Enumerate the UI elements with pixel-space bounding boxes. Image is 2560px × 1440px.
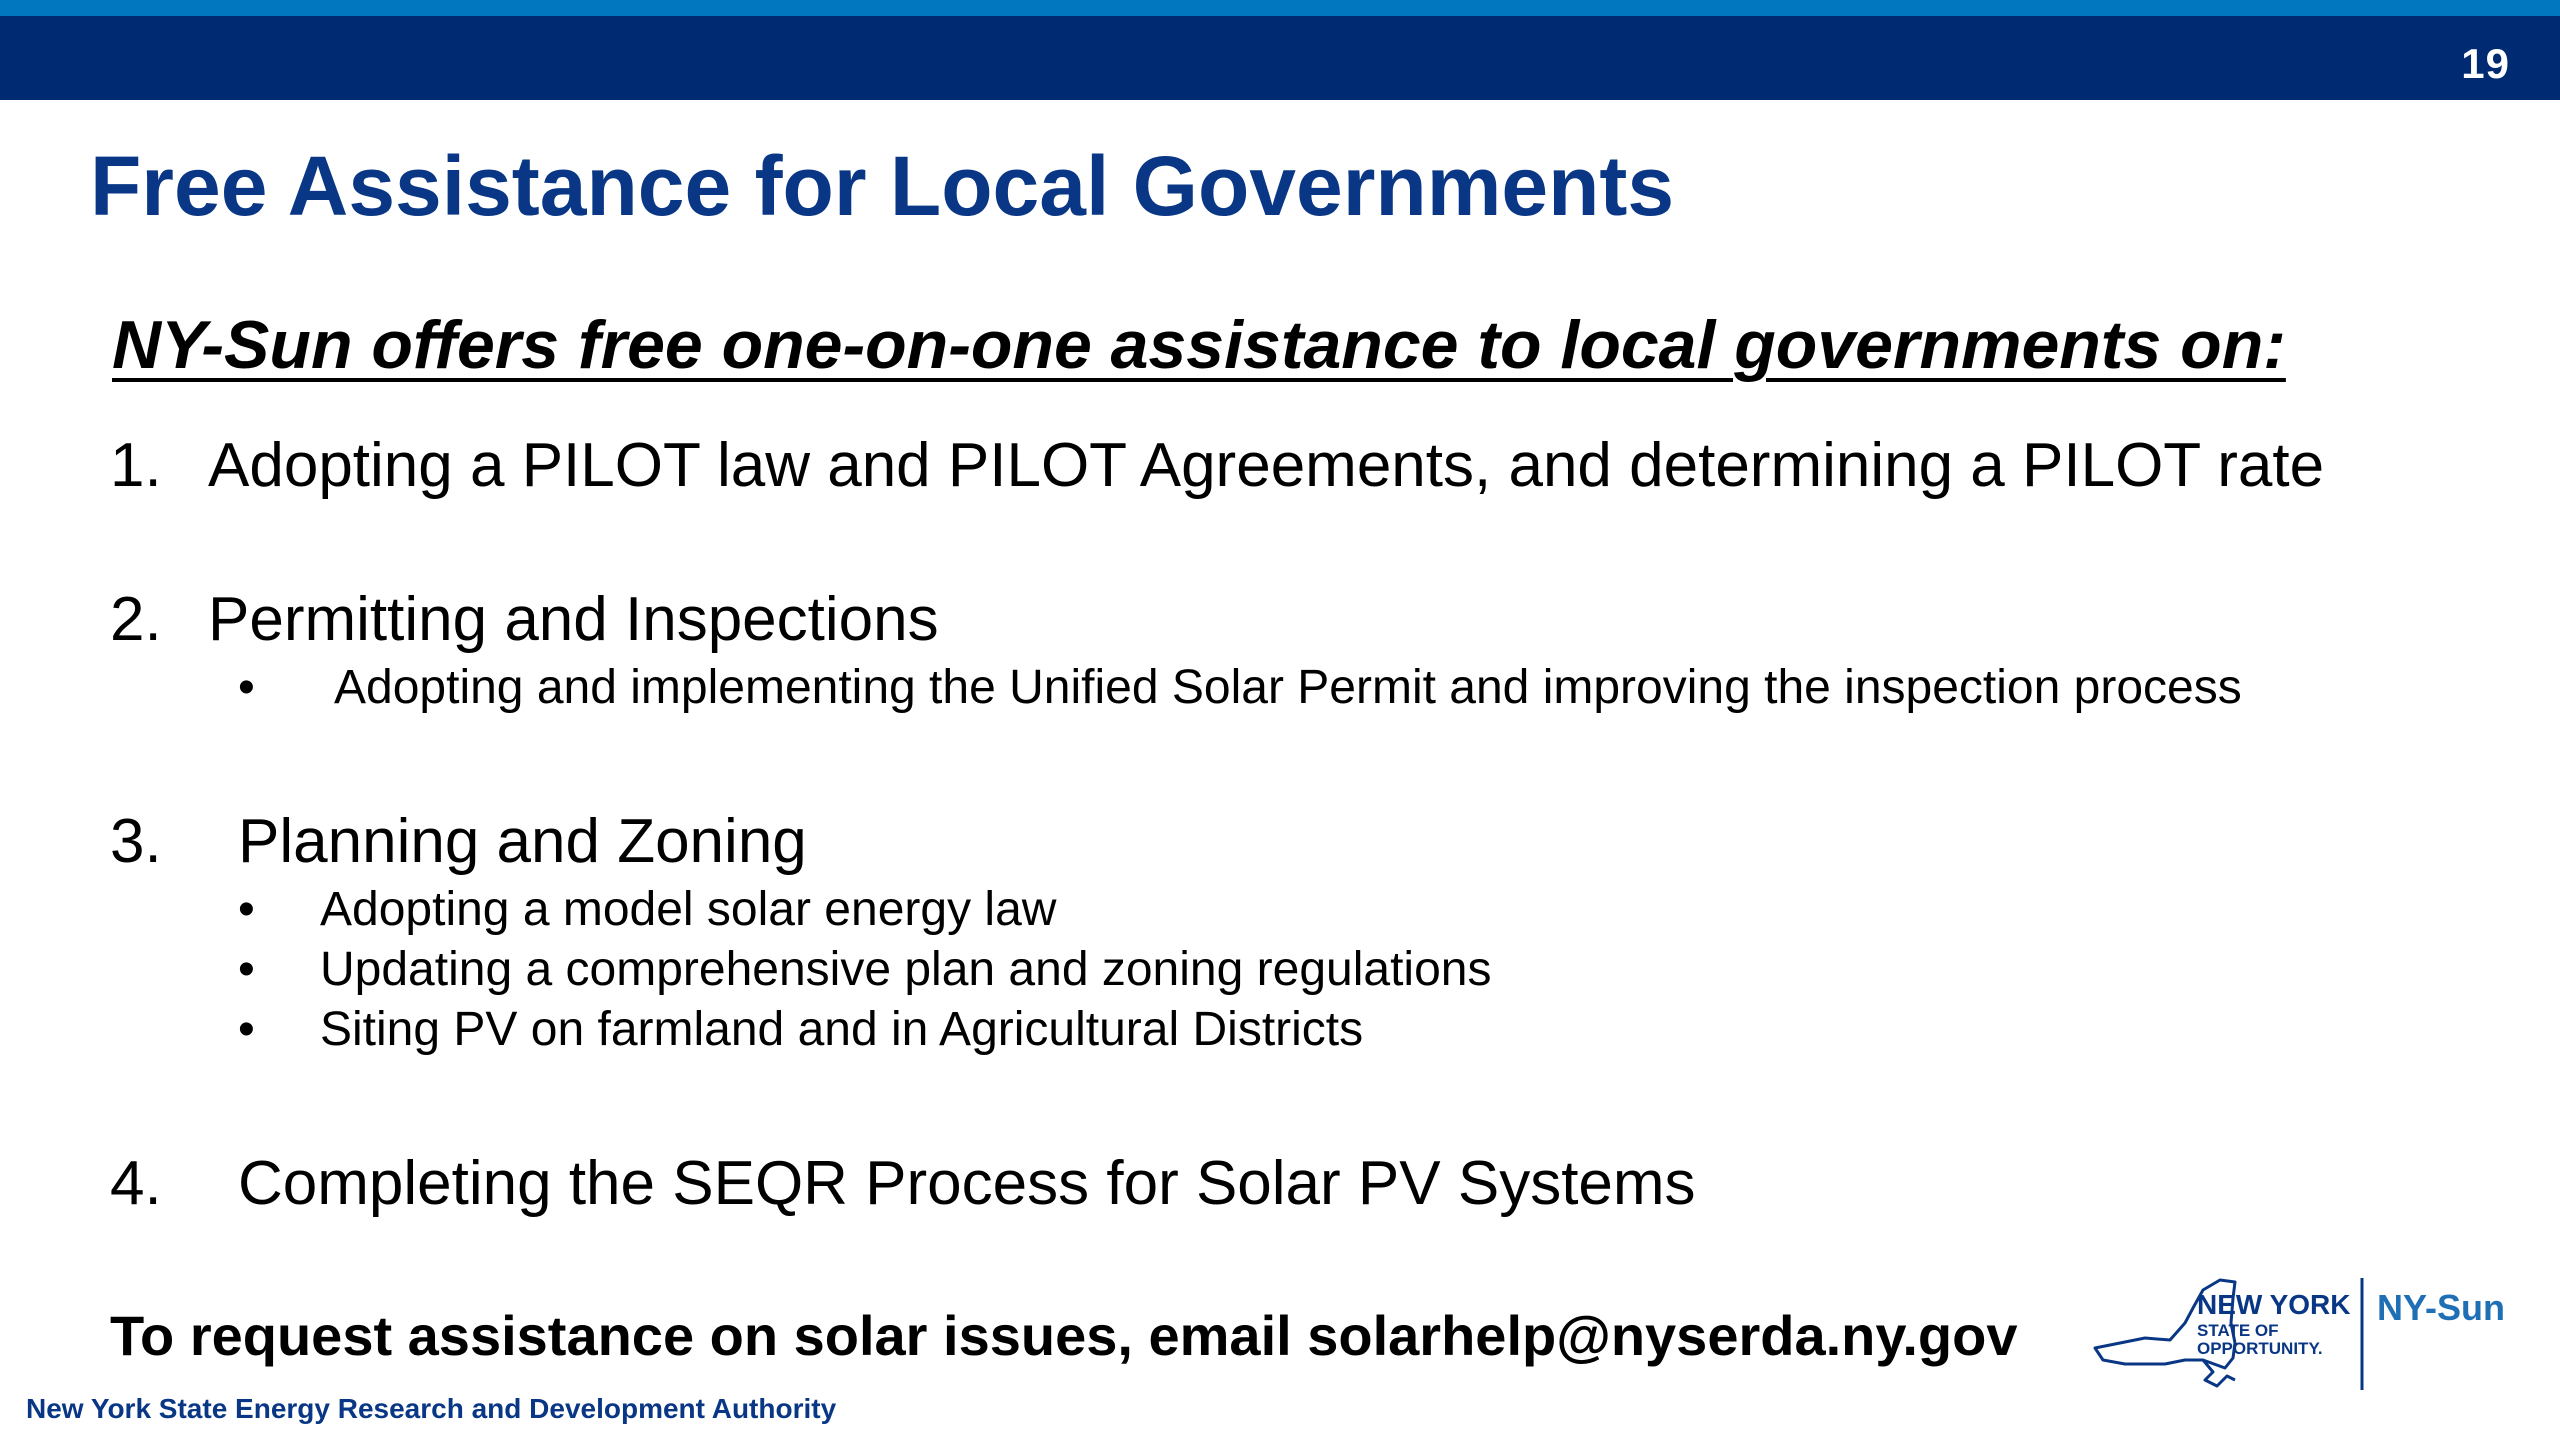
- logo-state-of-text: STATE OF: [2197, 1321, 2279, 1340]
- logo-opportunity-text: OPPORTUNITY.: [2197, 1339, 2323, 1358]
- page-title: Free Assistance for Local Governments: [90, 139, 1675, 233]
- sub-bullet-text: Adopting a model solar energy law: [320, 883, 1057, 936]
- bullet-icon: •: [238, 1003, 255, 1056]
- slide-subtitle: NY-Sun offers free one-on-one assistance to local governments on:: [112, 307, 2286, 383]
- header-bar: [0, 0, 2560, 100]
- header-stripe: [0, 0, 2560, 16]
- list-item-number: 4.: [110, 1149, 162, 1218]
- logo-ny-sun-text: NY-Sun: [2377, 1287, 2506, 1328]
- bullet-icon: •: [238, 943, 255, 996]
- list-item-text: Completing the SEQR Process for Solar PV Systems: [238, 1149, 1696, 1218]
- sub-bullet-text: Siting PV on farmland and in Agricultural Districts: [320, 1003, 1364, 1056]
- bullet-icon: •: [238, 883, 255, 936]
- bullet-icon: •: [238, 661, 255, 714]
- call-to-action: To request assistance on solar issues, email solarhelp@nyserda.ny.gov: [110, 1304, 2018, 1367]
- nyserda-ny-sun-logo: [2085, 1268, 2525, 1398]
- page-number: 19: [2461, 40, 2510, 87]
- sub-bullet-text: Adopting and implementing the Unified Solar Permit and improving the inspection process: [334, 661, 2242, 714]
- logo-new-york-text: NEW YORK: [2197, 1289, 2351, 1320]
- list-item-text: Permitting and Inspections: [208, 585, 939, 654]
- sub-bullet-text: Updating a comprehensive plan and zoning regulations: [320, 943, 1492, 996]
- footer-organization: New York State Energy Research and Development Authority: [26, 1393, 837, 1424]
- list-item-number: 3.: [110, 807, 162, 876]
- list-item-number: 1.: [110, 431, 162, 500]
- list-item-text: Planning and Zoning: [238, 807, 807, 876]
- list-item-text: Adopting a PILOT law and PILOT Agreements, and determining a PILOT rate: [208, 431, 2325, 500]
- list-item-number: 2.: [110, 585, 162, 654]
